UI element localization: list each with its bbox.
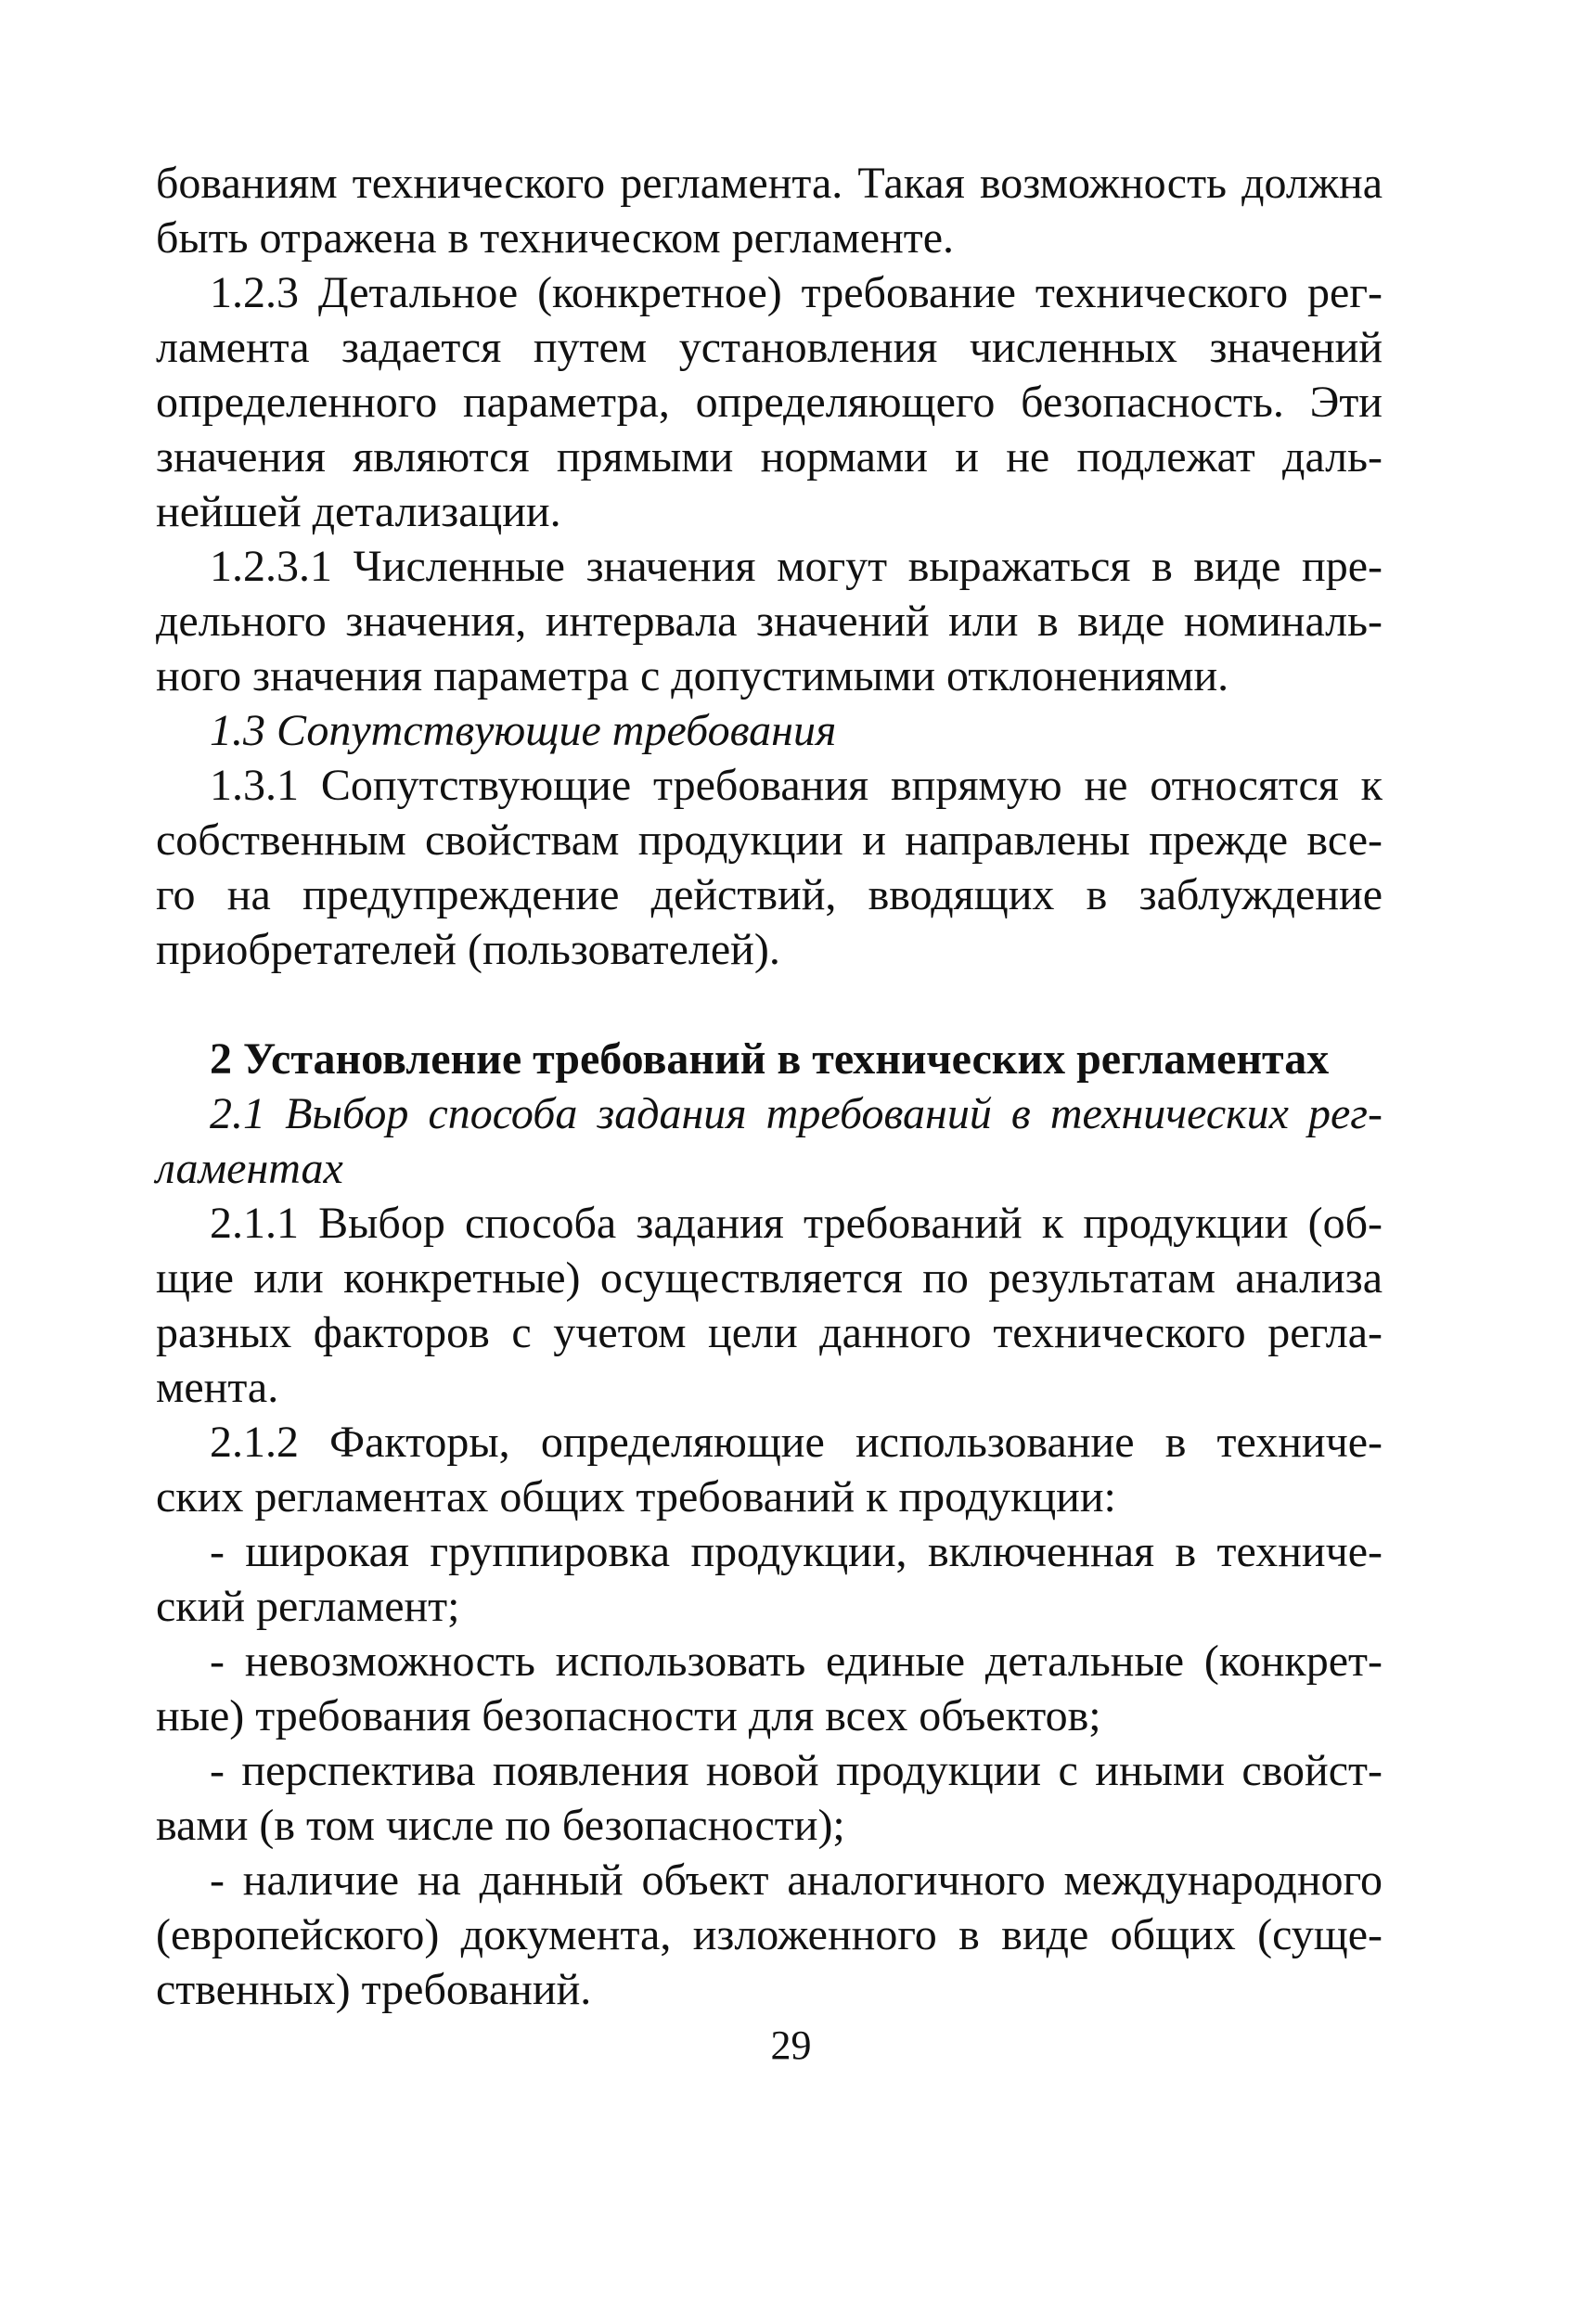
list-item: - широкая группировка продукции, включенная в техниче- (210, 1527, 1383, 1576)
text-line: дельного значения, интервала значений или в виде номиналь- (156, 597, 1383, 646)
text-line: разных факторов с учетом цели данного технического регла- (156, 1308, 1383, 1357)
text-line: го на предупреждение действий, вводящих в заблуждение (156, 870, 1383, 919)
list-item: - наличие на данный объект аналогичного международного (210, 1855, 1383, 1905)
list-item: вами (в том числе по безопасности); (156, 1801, 845, 1850)
text-line: 1.2.3 Детальное (конкретное) требование технического рег- (210, 268, 1383, 317)
text-line: определенного параметра, определяющего безопасность. Эти (156, 378, 1383, 427)
text-line: нейшей детализации. (156, 487, 561, 536)
page-body (156, 156, 1383, 2017)
text-line: 1.3.1 Сопутствующие требования впрямую не относятся к (210, 761, 1383, 810)
text-line: быть отражена в техническом регламенте. (156, 213, 955, 263)
subsection-heading: 2.1 Выбор способа задания требований в технических рег- (210, 1089, 1383, 1138)
text-line: 2.1.2 Факторы, определяющие использование в техниче- (210, 1418, 1383, 1467)
list-item: - невозможность использовать единые детальные (конкрет- (210, 1637, 1383, 1686)
text-line: 1.2.3.1 Численные значения могут выражаться в виде пре- (210, 542, 1383, 591)
text-line: значения являются прямыми нормами и не подлежат даль- (156, 432, 1383, 481)
list-item: - перспектива появления новой продукции с иными свойст- (210, 1746, 1383, 1795)
text-line: бованиям технического регламента. Такая возможность должна (156, 159, 1383, 208)
text-line: приобретателей (пользователей). (156, 925, 780, 974)
text-line: ламента задается путем установления численных значений (156, 323, 1383, 372)
section-heading: 2 Установление требований в технических регламентах (210, 1034, 1330, 1084)
text-line: собственным свойствам продукции и направлены прежде все- (156, 815, 1383, 865)
subsection-heading: 1.3 Сопутствующие требования (210, 706, 837, 755)
text-line: 2.1.1 Выбор способа задания требований к продукции (об- (210, 1199, 1383, 1248)
page-number: 29 (770, 2022, 812, 2068)
subsection-heading: ламентах (156, 1144, 343, 1193)
list-item: (европейского) документа, изложенного в виде общих (суще- (156, 1910, 1383, 1959)
text-line: щие или конкретные) осуществляется по результатам анализа (156, 1253, 1383, 1303)
text-line: мента. (156, 1363, 279, 1412)
text-line: ских регламентах общих требований к продукции: (156, 1472, 1116, 1522)
list-item: ные) требования безопасности для всех объектов; (156, 1691, 1101, 1740)
list-item: ский регламент; (156, 1582, 460, 1631)
list-item: ственных) требований. (156, 1965, 592, 2014)
text-line: ного значения параметра с допустимыми отклонениями. (156, 651, 1229, 700)
